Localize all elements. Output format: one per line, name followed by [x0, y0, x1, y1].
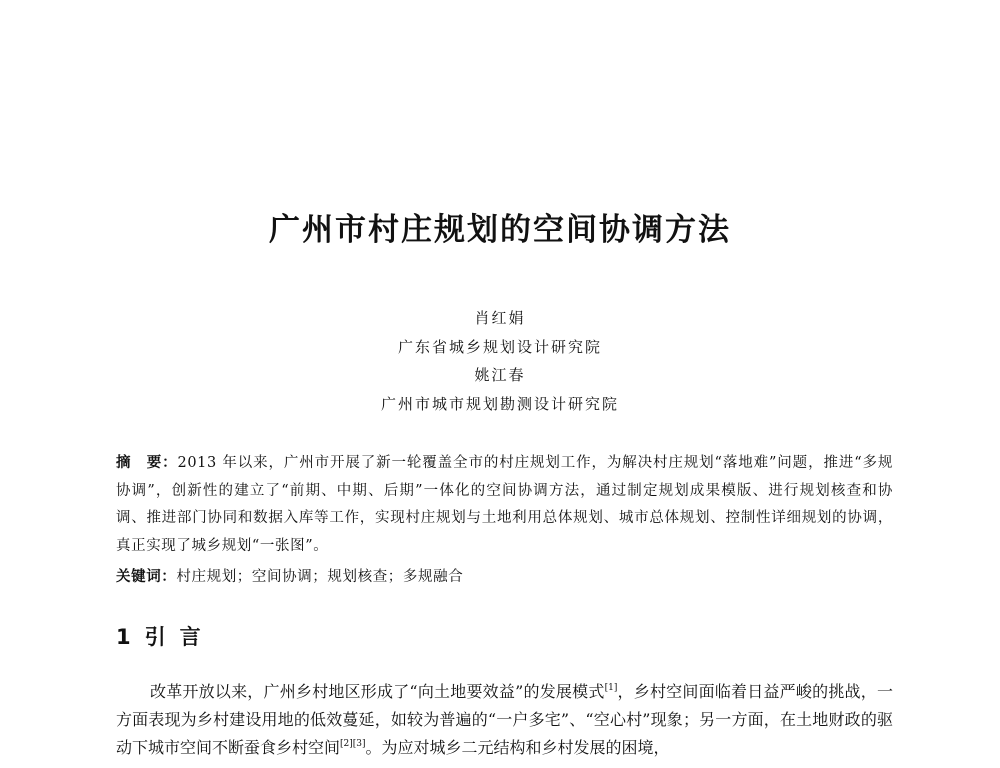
citation-ref: [2][3]	[340, 739, 366, 749]
section-title: 引言	[144, 625, 215, 649]
abstract-text: 2013 年以来，广州市开展了新一轮覆盖全市的村庄规划工作，为解决村庄规划“落地难”问题，推进“多规协调”，创新性的建立了“前期、中期、后期”一体化的空间协调方法，通过制定规划成果模版、进行规划核查和协调、推进部门协同和数据入库等工作，实现村庄规划与土地利用总体规划、城市总体规划、控制性详细规划的协调，真正实现了城乡规划“一张图”。	[116, 455, 893, 554]
keywords-text: 村庄规划；空间协调；规划核查；多规融合	[176, 569, 464, 585]
author-name: 姚江春	[474, 366, 526, 384]
keywords-label: 关键词：	[116, 569, 177, 585]
author-block	[0, 304, 1000, 418]
citation-ref: [1]	[604, 683, 618, 693]
author-affiliation: 广州市城市规划勘测设计研究院	[380, 394, 619, 413]
paragraph-text: 。为应对城乡二元结构和乡村发展的困境，	[365, 738, 670, 757]
paper-title: 广州市村庄规划的空间协调方法	[269, 212, 731, 248]
section-heading	[116, 622, 215, 652]
keywords	[116, 564, 893, 591]
author-affiliation: 广东省城乡规划设计研究院	[397, 337, 602, 356]
body-paragraph	[116, 678, 893, 762]
paragraph-text: ，乡村空间面临着日益严峻的挑战，一方面表现为乡村建设用地的低效蔓延，如较为普遍的“一户多宅”、“空心村”现象；另一方面，在土地财政的驱动下城市空间不断蚕食乡村空间	[116, 682, 893, 757]
section-number: 1	[116, 625, 131, 649]
paragraph-text: 改革开放以来，广州乡村地区形成了“向土地要效益”的发展模式	[150, 682, 605, 701]
abstract-label: 摘 要：	[116, 455, 178, 471]
author-name: 肖红娟	[474, 309, 526, 327]
abstract	[116, 450, 893, 560]
